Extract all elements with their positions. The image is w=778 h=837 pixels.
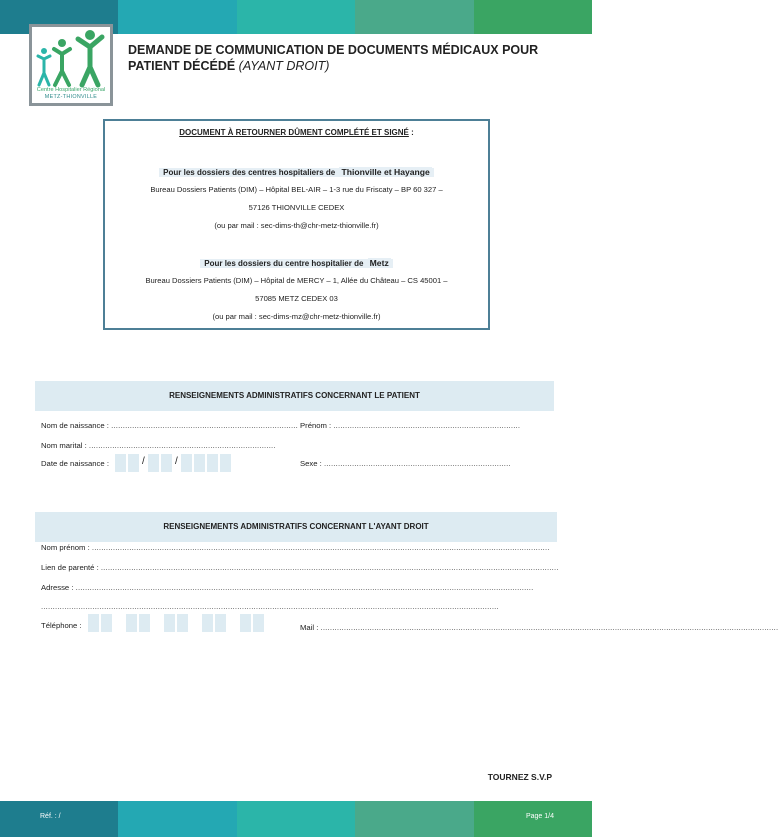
hospital-logo (29, 24, 113, 106)
phone-cell-1[interactable] (88, 614, 99, 632)
phone-cell-4[interactable] (139, 614, 150, 632)
birth-year-cell-2[interactable] (194, 454, 205, 472)
phone-cell-10[interactable] (253, 614, 264, 632)
logo-line-2: METZ-THIONVILLE (44, 94, 98, 100)
phone-cell-9[interactable] (240, 614, 251, 632)
phone-label: Téléphone : (41, 621, 82, 630)
thionville-heading: Pour les dossiers des centres hospitaliers de Thionville et Hayange (105, 167, 488, 177)
birth-day-cell-2[interactable] (128, 454, 139, 472)
return-address-box (103, 119, 490, 330)
phone-cell-6[interactable] (177, 614, 188, 632)
birth-year-cell-1[interactable] (181, 454, 192, 472)
birth-name-field[interactable]: Nom de naissance : ................................................................................ (41, 421, 298, 430)
phone-cell-3[interactable] (126, 614, 137, 632)
title-main: DEMANDE DE COMMUNICATION DE DOCUMENTS MÉDICAUX POUR PATIENT DÉCÉDÉ (128, 43, 539, 73)
return-box-heading: DOCUMENT À RETOURNER DÛMENT COMPLÉTÉ ET SIGNÉ : (179, 128, 414, 137)
date-separator-1: / (142, 456, 145, 467)
page-title (128, 42, 568, 74)
phone-cell-2[interactable] (101, 614, 112, 632)
metz-heading: Pour les dossiers du centre hospitalier de Metz (105, 258, 488, 268)
thionville-address-line-1: Bureau Dossiers Patients (DIM) – Hôpital BEL-AIR – 1-3 rue du Friscaty – BP 60 327 – (150, 185, 443, 194)
people-figures-icon (34, 29, 110, 87)
logo-line-1: Centre Hospitalier Régional (36, 87, 106, 93)
page-number: Page 1/4 (525, 813, 554, 820)
birth-year-cell-4[interactable] (220, 454, 231, 472)
metz-address-line-1: Bureau Dossiers Patients (DIM) – Hôpital de MERCY – 1, Allée du Château – CS 45001 – (145, 276, 448, 285)
phone-cell-5[interactable] (164, 614, 175, 632)
metz-mail: (ou par mail : sec-dims-mz@chr-metz-thionville.fr) (212, 312, 381, 321)
birth-year-cell-3[interactable] (207, 454, 218, 472)
thionville-address-line-2: 57126 THIONVILLE CEDEX (248, 203, 345, 212)
patient-section-header: RENSEIGNEMENTS ADMINISTRATIFS CONCERNANT LE PATIENT (35, 381, 554, 411)
date-separator-2: / (175, 456, 178, 467)
rightful-claimant-section-header: RENSEIGNEMENTS ADMINISTRATIFS CONCERNANT L'AYANT DROIT (35, 512, 557, 542)
address-field[interactable]: Adresse : .................................................................................................................................................................................................... (41, 583, 534, 592)
phone-cell-8[interactable] (215, 614, 226, 632)
claimant-name-field[interactable]: Nom prénom : .................................................................................................................................................................................................... (41, 543, 550, 552)
birth-day-cell-1[interactable] (115, 454, 126, 472)
sex-field[interactable]: Sexe : ................................................................................ (300, 459, 511, 468)
thionville-mail: (ou par mail : sec-dims-th@chr-metz-thionville.fr) (214, 221, 379, 230)
turn-over-note: TOURNEZ S.V.P (487, 772, 552, 782)
bottom-color-band (0, 801, 592, 837)
birth-month-cell-1[interactable] (148, 454, 159, 472)
mail-field[interactable]: Mail : .................................................................................................................................................................................................... (300, 623, 778, 632)
reference-label: Réf. : / (40, 813, 61, 820)
address-field-line-2[interactable]: .................................................................................................................................................................................................... (41, 602, 499, 611)
first-name-field[interactable]: Prénom : ................................................................................ (300, 421, 521, 430)
phone-cell-7[interactable] (202, 614, 213, 632)
relationship-field[interactable]: Lien de parenté : .................................................................................................................................................................................................... (41, 563, 559, 572)
title-subtitle: (AYANT DROIT) (238, 59, 330, 73)
metz-address-line-2: 57085 METZ CEDEX 03 (255, 294, 338, 303)
married-name-field[interactable]: Nom marital : ................................................................................ (41, 441, 276, 450)
birth-month-cell-2[interactable] (161, 454, 172, 472)
birth-date-label: Date de naissance : (41, 459, 109, 468)
